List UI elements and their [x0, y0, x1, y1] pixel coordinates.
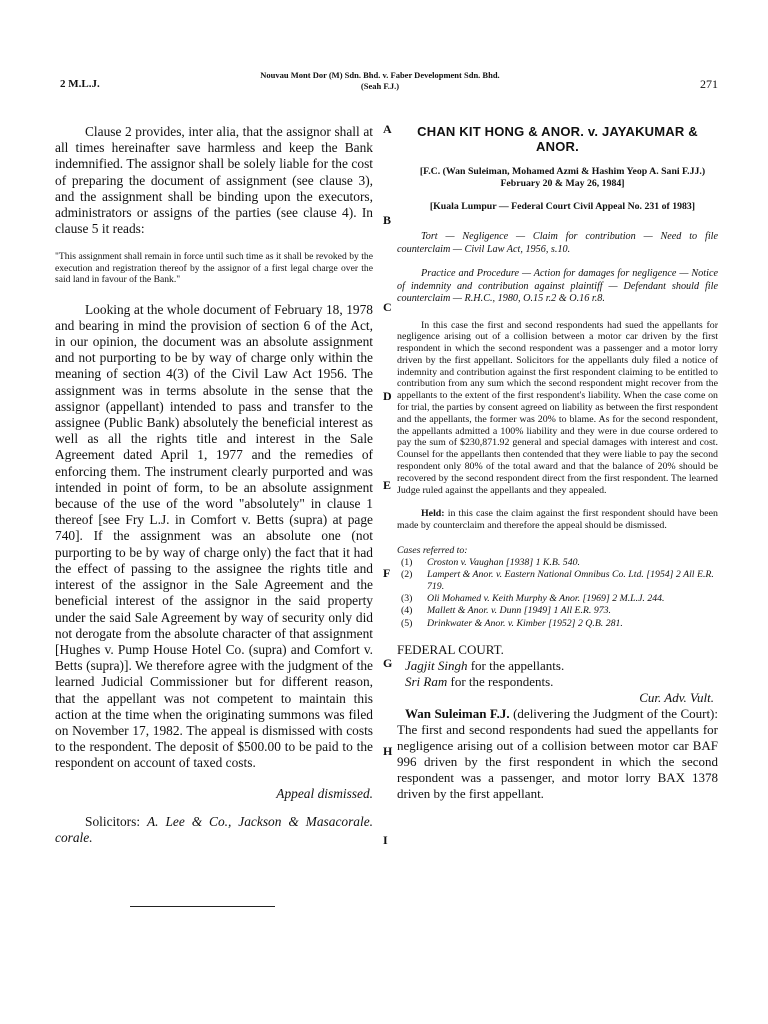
headnote-held — [397, 508, 718, 532]
margin-letter-d: D — [383, 389, 392, 403]
cases-heading: Cases referred to: — [397, 545, 468, 557]
judgment-opening — [397, 706, 718, 802]
end-rule — [130, 906, 275, 907]
journal-citation: 2 M.L.J. — [60, 78, 100, 90]
court-heading: FEDERAL COURT. — [397, 641, 504, 657]
case-citation: Mallett & Anor. v. Dunn [1949] 1 All E.R. 973. — [427, 605, 611, 617]
case-number: (4) — [401, 605, 413, 617]
judgment-judge: Wan Suleiman F.J. — [405, 705, 510, 721]
left-paragraph-2: Looking at the whole document of February 18, 1978 and bearing in mind the provision of section 6 of the Act, in our opinion, the document was an absolute assignment and not purporting to be by way of charge only within the meaning of section 4(3) of the Civil Law Act 1956. The assignment was in terms absolute in the sense that the assignor (appellant) intended to pass and transfer to the assignee (Public Bank) absolutely the beneficial interest as well as all the rights title and interest in the Sale Agreement dated April 1, 1977 and the remedies of enforcing them. The instrument clearly purported and was intended in point of form, to be an absolute assignment because of the use of the word "absolutely" in clause 1 thereof [see Fry L.J. in Comfort v. Betts (supra) at page 740]. If the assignment was an absolute one (not purporting to be by way of charge only) the fact that it had the effect of passing to the assignee the rights title and interest of the assignor in the Sale Agreement and the beneficial interest of the assignor in the said property under the said Sale Agreement by way of security only did not derogate from the absolute character of that assignment [Hughes v. Pump House Hotel Co. (supra) and Comfort v. Betts (supra)]. We therefore agree with the judgment of the learned Judicial Commissioner but for different reason, that the appellant was not competent to maintain this action at the time when the originating summons was filed on November 17, 1982. The appeal is dismissed with costs to the respondent. The deposit of $500.00 to be paid to the respondent on account of taxed costs. — [55, 301, 373, 771]
counsel-appellants — [405, 658, 718, 674]
margin-letter-a: A — [383, 122, 392, 136]
held-label: Held: — [421, 508, 445, 520]
running-header-judge: (Seah F.J.) — [360, 81, 400, 91]
margin-letter-g: G — [383, 656, 393, 670]
counsel-respondents — [405, 674, 718, 690]
judgment-text: (delivering the Judgment of the Court): The first and second respondents had sued the appellants for negligence arising out of a collision between motor car BAF 996 driven by the first respondent in which the second respondent was a passenger, and motor lorry BAX 1378 driven by the first appellant. — [397, 705, 719, 801]
case-citation: Drinkwater & Anor. v. Kimber [1952] 2 Q.B. 281. — [427, 617, 623, 629]
solicitors-label: Solicitors: — [85, 813, 141, 829]
margin-letter-f: F — [383, 566, 391, 580]
held-text: in this case the claim against the first respondent should have been made by counterclaim and therefore the appeal should be dismissed. — [397, 508, 718, 532]
case-item — [401, 605, 718, 617]
court-reference: [Kuala Lumpur — Federal Court Civil Appeal No. 231 of 1983] — [429, 201, 696, 212]
running-header — [200, 70, 560, 92]
case-item — [401, 569, 718, 593]
case-citation: Croston v. Vaughan [1938] 1 K.B. 540. — [427, 557, 580, 569]
catchwords-procedure: Practice and Procedure — Action for damages for negligence — Notice of indemnity and contribution against plaintiff — Defendant should file counterclaim — R.H.C., 1980, O.15 r.2 & O.16 r.8. — [397, 268, 718, 304]
cases-list — [401, 557, 718, 630]
counsel-name: Sri Ram — [405, 673, 448, 689]
case-number: (2) — [401, 569, 413, 581]
catchwords-tort: Tort — Negligence — Claim for contribution — Need to file counterclaim — Civil Law Act, 1956, s.10. — [397, 231, 718, 255]
counsel-name: Jagjit Singh — [405, 657, 468, 673]
clause-quote: "This assignment shall remain in force until such time as it shall be revoked by the execution and registration thereof by the assignor of a first legal charge over the said land in favour of the Bank." — [55, 251, 373, 286]
case-number: (3) — [401, 593, 413, 605]
right-column — [397, 124, 718, 802]
margin-letter-i: I — [383, 833, 388, 847]
headnote-facts: In this case the first and second respondents had sued the appellants for negligence arising out of a collision between a motor car driven by the first respondent in which the second respondent was a passenger and a motor lorry driven by the first appellant. Solicitors for the appellants duly filed a notice of indemnity and contribution against the first respondent claiming to be entitled to contribution from any sum which the second respondent might recover from the appellants to the extent of the first respondent's liability. When the case come on for trial, the parties by consent agreed on liability as between the first respondent and the appellants, the former was 20% to blame. As for the second respondent, the appellants admitted a 100% liability and they were in due course ordered to pay the sum of $230,871.92 general and special damages with interest and cost. Counsel for the appellants then contended that they were liable to pay the second respondent only 80% of the total award and that the balance of 20% should be recovered by the second respondent direct from the first respondent. The learned Judge ruled against the appellants and they appealed. — [397, 319, 718, 496]
solicitors-names: A. Lee & Co., Jackson & Masacorale. corale. — [55, 813, 373, 845]
page-number: 271 — [700, 77, 718, 91]
margin-letter-c: C — [383, 300, 392, 314]
case-item — [401, 593, 718, 605]
case-item — [401, 618, 718, 630]
left-paragraph-1: Clause 2 provides, inter alia, that the assignor shall at all times hereinafter save harmless and keep the Bank indemnified. The assignor shall be solely liable for the cost of preparing the document of assignment (see clause 3), and the assignment shall be binding upon the executors, administrators or assigns of the parties (see clause 4). In clause 5 it reads: — [55, 124, 373, 237]
running-header-case: Nouvau Mont Dor (M) Sdn. Bhd. v. Faber Development Sdn. Bhd. — [260, 70, 500, 80]
case-title: CHAN KIT HONG & ANOR. v. JAYAKUMAR & ANOR. — [417, 124, 698, 154]
case-citation: Oli Mohamed v. Keith Murphy & Anor. [1969] 2 M.L.J. 244. — [427, 593, 665, 605]
coram: [F.C. (Wan Suleiman, Mohamed Azmi & Hashim Yeop A. Sani F.JJ.) February 20 & May 26, 1984] — [419, 166, 706, 189]
case-number: (5) — [401, 617, 413, 629]
counsel-role: for the appellants. — [467, 657, 565, 673]
appeal-outcome: Appeal dismissed. — [276, 785, 373, 801]
margin-letter-h: H — [383, 744, 393, 758]
curia-advisari-vult: Cur. Adv. Vult. — [639, 689, 714, 705]
case-number: (1) — [401, 557, 413, 569]
left-column — [55, 124, 373, 846]
case-item — [401, 557, 718, 569]
solicitors-line — [55, 814, 373, 846]
case-citation: Lampert & Anor. v. Eastern National Omnibus Co. Ltd. [1954] 2 All E.R. 719. — [427, 569, 714, 593]
margin-letter-b: B — [383, 213, 392, 227]
counsel-role: for the respondents. — [447, 673, 554, 689]
margin-letter-e: E — [383, 478, 392, 492]
